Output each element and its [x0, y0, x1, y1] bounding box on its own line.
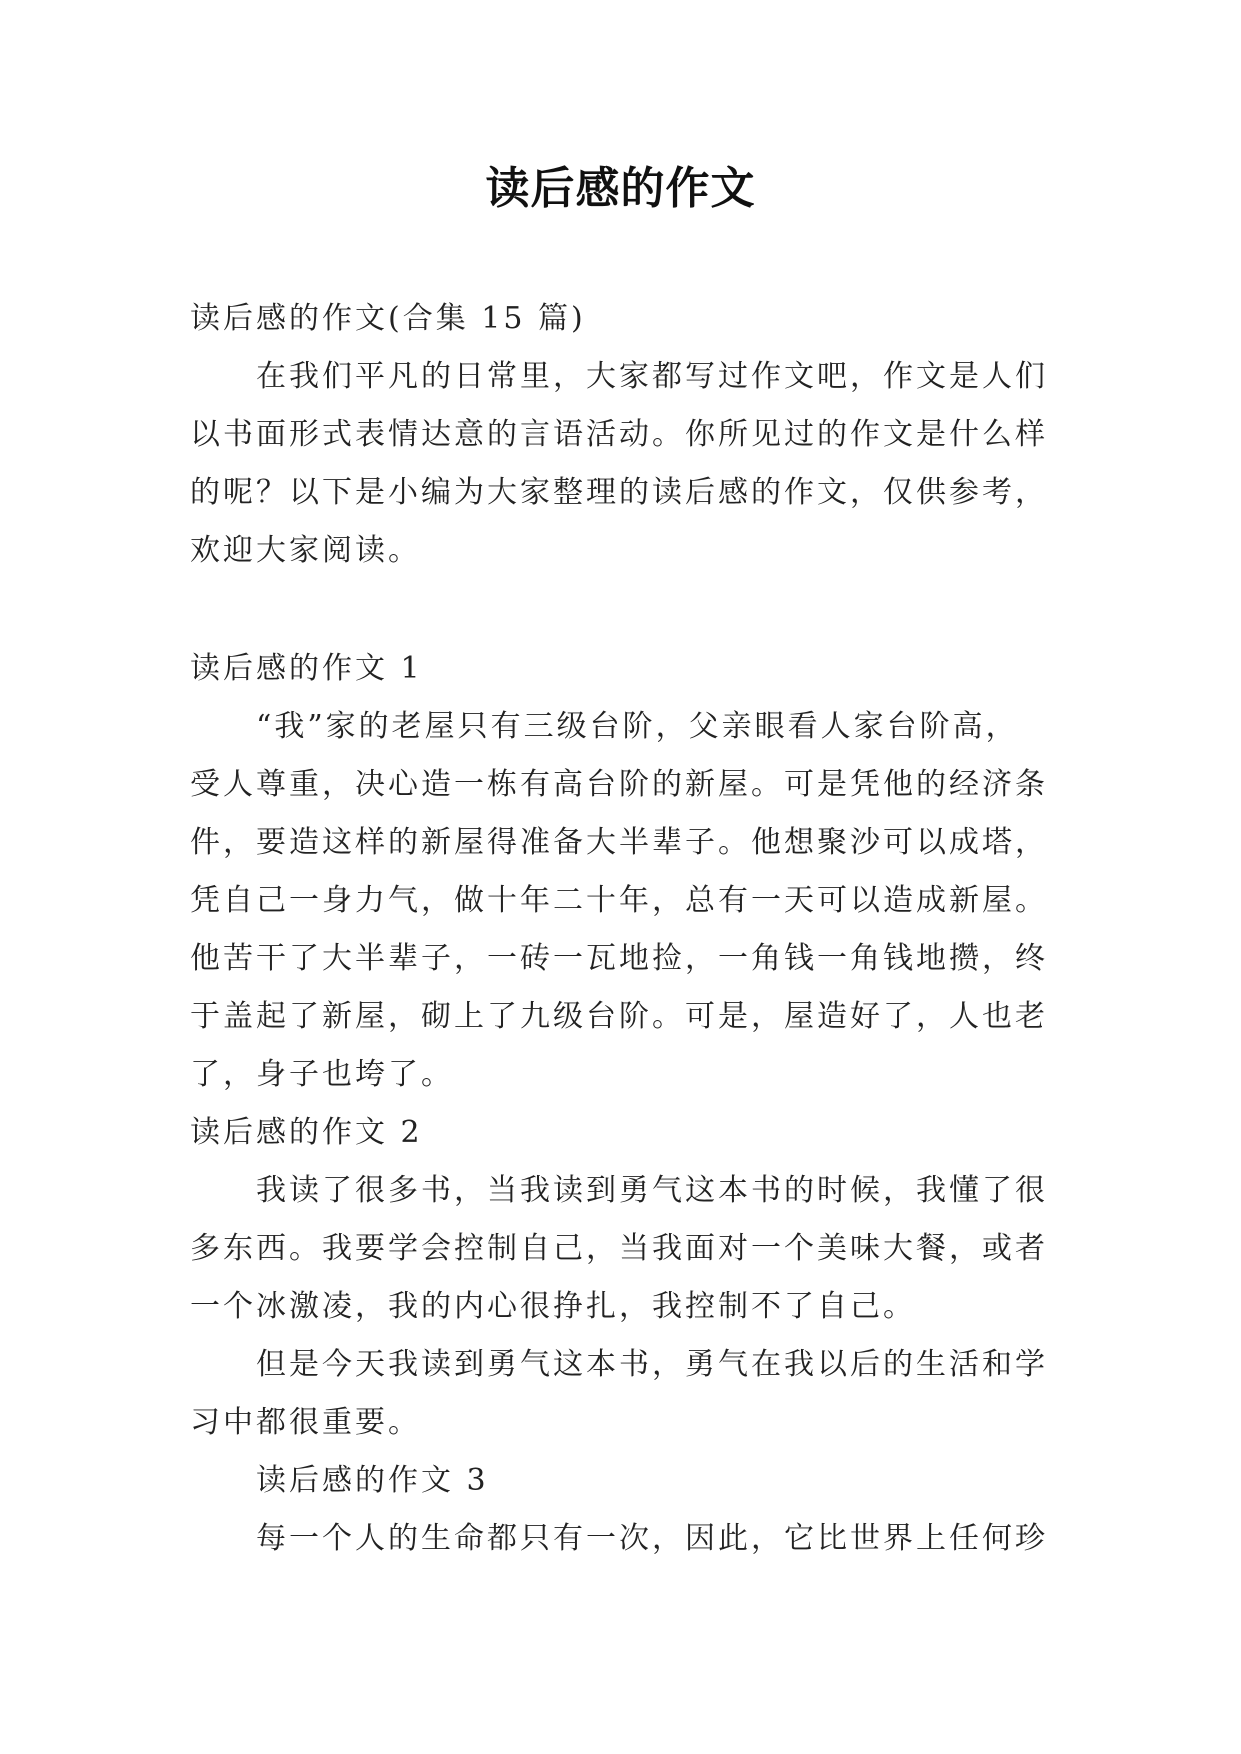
intro-line: 欢迎大家阅读。 — [190, 533, 421, 568]
essay-heading: 读后感的作文 2 — [190, 1115, 423, 1150]
essay-line: 于盖起了新屋，砌上了九级台阶。可是，屋造好了，人也老 — [190, 999, 1048, 1034]
essay-line: 了，身子也垮了。 — [190, 1057, 454, 1092]
essay-heading: 读后感的作文 1 — [190, 651, 423, 686]
essay-line: 受人尊重，决心造一栋有高台阶的新屋。可是凭他的经济条 — [190, 767, 1048, 802]
essay-line: 凭自己一身力气，做十年二十年，总有一天可以造成新屋。 — [190, 883, 1048, 918]
intro-line: 的呢？以下是小编为大家整理的读后感的作文，仅供参考， — [190, 475, 1048, 510]
essay-line: 件，要造这样的新屋得准备大半辈子。他想聚沙可以成塔， — [190, 825, 1048, 860]
essay-line: 一个冰激凌，我的内心很挣扎，我控制不了自己。 — [190, 1289, 916, 1324]
document-body — [190, 290, 1070, 1568]
essay-line: 但是今天我读到勇气这本书，勇气在我以后的生活和学 — [256, 1347, 1048, 1382]
essay-line: 他苦干了大半辈子，一砖一瓦地捡，一角钱一角钱地攒，终 — [190, 941, 1048, 976]
essay-line: 习中都很重要。 — [190, 1405, 421, 1440]
intro-line: 在我们平凡的日常里，大家都写过作文吧，作文是人们 — [256, 359, 1048, 394]
essay-line: “我”家的老屋只有三级台阶，父亲眼看人家台阶高， — [256, 709, 1019, 744]
document-title: 读后感的作文 — [485, 163, 756, 214]
essay-heading: 读后感的作文 3 — [256, 1463, 489, 1498]
collection-subtitle: 读后感的作文(合集 15 篇) — [190, 301, 586, 336]
intro-line: 以书面形式表情达意的言语活动。你所见过的作文是什么样 — [190, 417, 1048, 452]
essay-line: 我读了很多书，当我读到勇气这本书的时候，我懂了很 — [256, 1173, 1048, 1208]
section-gap — [190, 580, 1070, 640]
essay-line: 每一个人的生命都只有一次，因此，它比世界上任何珍 — [256, 1521, 1048, 1556]
essay-line: 多东西。我要学会控制自己，当我面对一个美味大餐，或者 — [190, 1231, 1048, 1266]
